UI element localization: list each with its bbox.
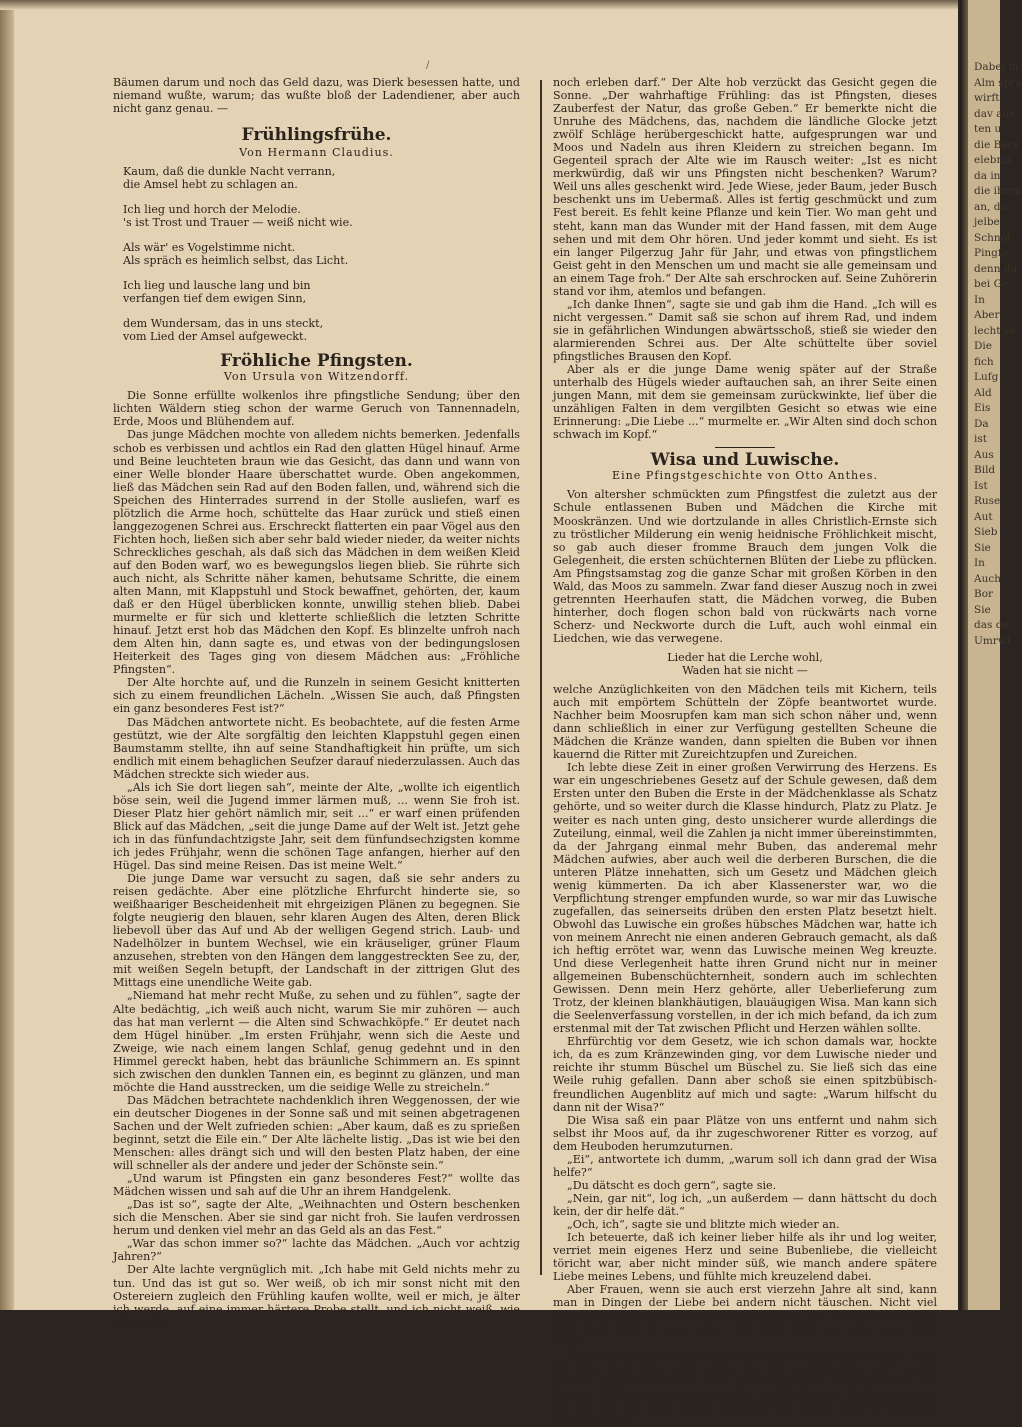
story-title: Wisa und Luwische. bbox=[650, 450, 840, 471]
story-paragraph: Das junge Mädchen mochte von alledem nichts bemerken. Jedenfalls schob es verbissen und achtlos ein Rad den glatten Hügel hinauf. Arme und Beine leuchteten braun wie das Gesicht, das dann und wann von einer Welle blonder Haare überschattet wurde. Oben angekommen, ließ das Mädchen sein Rad auf den Boden fallen, und, während sich die Speichen des Hinterrades surrend in der Stolle ausliefen, warf es plötzlich die Arme hoch, schüttelte das Haar zurück und stieß einen langgezogenen Schrei aus. Erschreckt flatterten ein paar Vögel aus den Fichten hoch, ließen sich aber sehr bald wieder nieder, da weiter nichts Schreckliches geschah, als daß sich das Mädchen in dem weißen Kleid auf den Boden warf, wo es bewegungslos liegen blieb. Sie rührte sich auch nicht, als Schritte näher kamen, behutsame Schritte, die einem alten Mann, mit Klappstuhl und Stock bewaffnet, gehörten, der, kaum daß er den Hügel überblicken konnte, unwillig stehen blieb. Dabei murmelte er für sich und kletterte schließlich die letzten Schritte hinauf. Jetzt erst hob das Mädchen den Kopf. Es blinzelte unfroh nach dem Alten hin, dann sagte es, und etwas von der bedingungslosen Heiterkeit des Tages ging von diesem Mädchen aus: „Fröhliche Pfingsten“. bbox=[113, 428, 520, 677]
adjacent-page-line: bei Ge bbox=[974, 278, 1009, 290]
adjacent-page-line: Umrwi bbox=[974, 634, 1011, 647]
left-column bbox=[113, 76, 520, 1329]
poem-author: Von Hermann Claudius. bbox=[239, 146, 394, 160]
story-paragraph: Der Alte lachte vergnüglich mit. „Ich habe mit Geld nichts mehr zu tun. Und das ist gut so. Wer weiß, ob ich mir sonst nicht mit den Ostereiern zugleich den Frühling kaufen wollte, weil er mich, je älter ich werde, auf eine immer härtere Probe stellt, und ich nicht weiß, wie oft ich ihn bbox=[113, 1263, 520, 1329]
adjacent-page-line: Eis bbox=[974, 402, 991, 414]
poem-title: Frühlingsfrühe. bbox=[241, 125, 392, 146]
adjacent-page-line: Sie bbox=[974, 603, 991, 616]
poem-body bbox=[123, 165, 520, 343]
adjacent-page-line: ist bbox=[974, 433, 987, 445]
adjacent-page-line: wirft bbox=[974, 92, 1000, 104]
adjacent-page-line: Aus bbox=[974, 448, 994, 461]
poem-line: die Amsel hebt zu schlagen an. bbox=[123, 178, 298, 192]
story-paragraph: welche Anzüglichkeiten von den Mädchen teils mit Kichern, teils auch mit empörtem Schütteln der Zöpfe beantwortet wurde. Nachher beim Moosrupfen kam man sich schon näher und, wenn dann schließlich in einer zur Verfügung gestellten Scheune die Mädchen die Kränze wanden, dann spielten die Buben vor ihnen kauernd die Ritter mit Zureichtzupfen und Zureichen. bbox=[553, 683, 937, 762]
story-paragraph: Von altersher schmückten zum Pfingstfest die zuletzt aus der Schule entlassenen Buben und Mädchen die Kirche mit Mooskränzen. Und wie dortzulande in alles Christlich-Ernste sich zu tröstlicher Milderung ein wenig heidnische Fröhlichkeit mischt, so gab auch dieser fromme Brauch dem jungen Volk die Gelegenheit, die ersten schüchternen Blüten der Liebe zu pflücken. Am Pfingstsamstag zog die ganze Schar mit großen Körben in den Wald, das Moos zu sammeln. Zwar fand dieser Auszug noch in zwei getrennten Heerhaufen statt, die Mädchen vorweg, die Buben hinterher, doch flogen schon bald von rückwärts nach vorne Scherz- und Neckworte durch die Luft, auch wohl einmal ein Liedchen, wie das verwegene. bbox=[553, 488, 937, 645]
adjacent-page-line: denn du bbox=[974, 262, 1018, 275]
story-paragraph: „Niemand hat mehr recht Muße, zu sehen und zu fühlen“, sagte der Alte bedächtig, „ich weiß auch nicht, warum Sie mir zuhören — auch das hat man verlernt — die Alten sind Schwachköpfe.“ Er deutet nach dem Hügel hinüber. „Im ersten Frühjahr, wenn sich die Aeste und Zweige, wie nach einem langen Schlaf, genug gedehnt und in den Himmel gereckt haben, hebt das bräunliche Schimmern an. Es spinnt sich zwischen den dunklen Tannen ein, es beginnt zu glänzen, und man möchte die Hand ausstrecken, um die seidige Welle zu streicheln.“ bbox=[113, 989, 520, 1094]
margin-mark: / bbox=[426, 60, 430, 71]
adjacent-page-line: Schnot bbox=[974, 231, 1012, 244]
story-author: Von Ursula von Witzendorff. bbox=[223, 370, 410, 384]
couplet-line: Lieder hat die Lerche wohl, bbox=[667, 650, 823, 664]
page-edge-shadow bbox=[0, 0, 14, 1310]
adjacent-page-line: dav aus bbox=[974, 107, 1015, 120]
column-divider bbox=[540, 80, 542, 1275]
adjacent-page-line: Dabei m bbox=[974, 61, 1019, 73]
story-title: Fröhliche Pfingsten. bbox=[220, 351, 413, 372]
adjacent-page-line: da in bbox=[974, 169, 1001, 182]
poem-line: vom Lied der Amsel aufgeweckt. bbox=[123, 330, 307, 344]
adjacent-page-line: In bbox=[974, 557, 985, 569]
adjacent-page-line: Alm spra bbox=[974, 76, 1022, 89]
poem-stanza bbox=[123, 203, 520, 229]
couplet-line: Waden hat sie nicht — bbox=[682, 664, 808, 678]
poem-line: dem Wundersam, das in uns steckt, bbox=[123, 317, 324, 331]
continuation-paragraph: noch erleben darf.“ Der Alte hob verzückt das Gesicht gegen die Sonne. „Der wahrhaftige Frühling: das ist Pfingsten, dieses Zauberfest der Natur, das große Geben.“ Er bemerkte nicht die Unruhe des Mädchens, das, nachdem die ländliche Glocke jetzt zwölf Schläge herübergeschickt hatte, aufgesprungen war und Moos und Nadeln aus ihren Kleidern zu streichen begann. Im Gegenteil sprach der Alte wie im Rausch weiter: „Ist es nicht merkwürdig, daß wir uns Pfingsten nicht beschenken? Warum? Weil uns alles geschenkt wird. Jede Wiese, jeder Baum, jeder Busch beschenkt uns im Uebermaß. Alles ist fertig geschmückt und zum Fest bereit. Es fehlt keine Pflanze und kein Tier. Wo man geht und steht, kann man das Wunder mit der Hand fassen, mit dem Auge sehen und mit dem Ohr hören. Und jeder kommt und sieht. Es ist ein langer Pilgerzug Jahr für Jahr, und etwas von pfingstlichem Geist geht in den Menschen um und macht sie alle gemeinsam und an einem Tage froh.“ Der Alte sah erschrocken auf. Seine Zuhörerin stand vor ihm, atemlos und befangen. bbox=[553, 76, 937, 298]
adjacent-page-line: Bor bbox=[974, 588, 994, 600]
poem-line: verfangen tief dem ewigen Sinn, bbox=[123, 292, 307, 306]
poem-stanza bbox=[123, 165, 520, 191]
story-paragraph: „Das ist so“, sagte der Alte, „Weihnachten und Ostern beschenken sich die Menschen. Aber sie sind gar nicht froh. Sie laufen verdrossen herum und denken viel mehr an das Geld als an das Fest.“ bbox=[113, 1198, 520, 1238]
story-paragraph: „Als ich Sie dort liegen sah“, meinte der Alte, „wollte ich eigentlich böse sein, weil die Jugend immer lärmen muß, ... wenn Sie froh ist. Dieser Platz hier gehört nämlich mir, seit ...“ er warf einen prüfenden Blick auf das Mädchen, „seit die junge Dame auf der Welt ist. Jetzt gehe ich in das fünfundachtzigste Jahr, seit dem fünfundsechzigsten komme ich jedes Frühjahr, wenn die schönen Tage anfangen, hierher auf den Hügel. Das sind meine Reisen. Das ist meine Welt.“ bbox=[113, 780, 520, 873]
story-paragraph: Das Mädchen betrachtete nachdenklich ihren Weggenossen, der wie ein deutscher Diogenes in der Sonne saß und mit seinen abgetragenen Sachen und der Welt zufrieden schien: „Aber kaum, daß es zu sprießen beginnt, setzt die Eile ein.“ Der Alte lächelte listig. „Das ist wie bei den Menschen: alles drängt sich und will den besten Platz haben, der eine will schneller als der andere und jeder der Schönste sein.“ bbox=[113, 1093, 520, 1173]
adjacent-page-line: Sie bbox=[974, 541, 991, 554]
poem-line: 's ist Trost und Trauer — weiß nicht wie. bbox=[123, 216, 353, 230]
adjacent-page-line: Da bbox=[974, 417, 989, 430]
adjacent-page-line: die ihren bbox=[974, 185, 1022, 197]
adjacent-page-line: Lufg bbox=[974, 371, 999, 383]
adjacent-page-strip bbox=[960, 0, 1022, 1310]
story-paragraph: Die Sonne erfüllte wolkenlos ihre pfingstliche Sendung; über den lichten Wäldern stieg schon der warme Geruch von Tannennadeln, Erde, Moos und Blühendem auf. bbox=[113, 389, 520, 429]
poem-line: Kaum, daß die dunkle Nacht verrann, bbox=[123, 165, 336, 179]
poem-line: Ich lieg und lausche lang und bin bbox=[123, 279, 311, 293]
adjacent-page-line: Ruse bbox=[974, 495, 1001, 507]
story-paragraph: „Und warum ist Pfingsten ein ganz besonderes Fest?“ wollte das Mädchen wissen und sah auf die Uhr an ihrem Handgelenk. bbox=[113, 1172, 520, 1199]
section-rule bbox=[715, 447, 775, 448]
adjacent-page-line: das de bbox=[974, 619, 1009, 631]
poem-stanza bbox=[123, 279, 520, 305]
continuation-paragraph: „Ich danke Ihnen“, sagte sie und gab ihm die Hand. „Ich will es nicht vergessen.“ Damit saß sie schon auf ihrem Rad, und indem sie in gefährlichen Windungen abwärtsschoß, stieß sie wieder den alarmierenden Schrei aus. Der Alte schüttelte über soviel pfingstliches Brausen den Kopf. bbox=[553, 297, 937, 363]
story-paragraph: Ich lebte diese Zeit in einer großen Verwirrung des Herzens. Es war ein ungeschriebenes Gesetz auf der Schule gewesen, daß dem Ersten unter den Buben die Erste in der Mädchenklasse als Schatz gehörte, und so weiter durch die Klasse hindurch, Platz zu Platz. Je weiter es nach unten ging, desto unsicherer wurde allerdings die Zuteilung, einmal, weil die Zahlen ja nicht immer übereinstimmten, da der Jahrgang einmal mehr Buben, das anderemal mehr Mädchen aufwies, aber auch weil die derberen Burschen, die die unteren Plätze innehatten, sich um Gesetz und Mädchen gleich wenig kümmerten. Da ich aber Klassenerster war, wo die Verpflichtung strenger empfunden wurde, so war mir das Luwische zugefallen, das seinerseits drüben den ersten Platz besetzt hielt. Obwohl das Luwische ein großes hübsches Mädchen war, hatte ich von meinem Anrecht nie einen anderen Gebrauch gemacht, als daß ich heftig errötet war, wenn das Luwische meinen Weg kreuzte. Und diese Verlegenheit hatte ihren Grund nicht nur in meiner allgemeinen Bubenschüchternheit, sondern auch im schlechten Gewissen. Denn mein Herz gehörte, aller Ueberlieferung zum Trotz, der kleinen blankhäutigen, blauäugigen Wisa. Man kann sich die Seelenverfassung vorstellen, in der ich mich befand, da ich zum erstenmal mit der Tat zwischen Pflicht und Herzen wählen sollte. bbox=[553, 761, 937, 1036]
adjacent-page-line: Aber bbox=[974, 309, 1000, 321]
story-paragraph: „Ei“, antwortete ich dumm, „warum soll ich dann grad der Wisa helfe?“ bbox=[553, 1152, 937, 1179]
adjacent-page-line: jelbe bbox=[974, 216, 1000, 228]
song-couplet bbox=[553, 651, 937, 677]
adjacent-page-line: an, du bbox=[974, 200, 1008, 213]
adjacent-page-line: Ald bbox=[974, 386, 992, 399]
poem-line: Als spräch es heimlich selbst, das Licht. bbox=[123, 254, 349, 268]
adjacent-page-line: fich bbox=[974, 355, 994, 368]
story-paragraph: „War das schon immer so?“ lachte das Mädchen. „Auch vor achtzig Jahren?“ bbox=[113, 1237, 520, 1264]
adjacent-page-line: elebnis bbox=[974, 154, 1013, 166]
adjacent-page-line: Auch bbox=[974, 572, 1001, 585]
story-paragraph: Ich beteuerte, daß ich keiner lieber hilfe als ihr und log weiter, verriet mein eigenes Herz und seine Bubenliebe, die vielleicht töricht war, aber nicht minder süß, wie manch andere spätere Liebe meines Lebens, und fühlte mich kreuzelend dabei. bbox=[553, 1231, 937, 1284]
story-paragraph: Ehrfürchtig vor dem Gesetz, wie ich schon damals war, hockte ich, da es zum Kränzewinden ging, vor dem Luwische nieder und reichte ihr stumm Büschel um Büschel zu. Sie ließ sich das eine Weile ruhig gefallen. Dann aber schoß sie einen spitzbübisch-freundlichen Augenblitz auf mich und sagte: „Warum hilfscht du dann nit der Wisa?“ bbox=[553, 1035, 937, 1114]
adjacent-page-line: Ist bbox=[974, 479, 988, 492]
adjacent-page-line: Pingfe bbox=[974, 247, 1009, 259]
story-paragraph: Das Mädchen antwortete nicht. Es beobachtete, auf die festen Arme gestützt, wie der Alte sorgfältig den leichten Klappstuhl gegen einen Baumstamm stellte, ihn auf seine Standhaftigkeit hin prüfte, um sich endlich mit einem behaglichen Seufzer darauf niederzulassen. Auch das Mädchen streckte sich wieder aus. bbox=[113, 715, 520, 781]
adjacent-page-line: Sieb bbox=[974, 526, 998, 538]
continuation-paragraph: Aber als er die junge Dame wenig später auf der Straße unterhalb des Hügels wieder auftauchen sah, an ihrer Seite einen jungen Mann, mit dem sie gemeinsam zurückwinkte, lief über die unzähligen Falten in dem vergilbten Gesicht so etwas wie eine Erinnerung: „Die Liebe ...“ murmelte er. „Wir Alten sind doch schon schwach im Kopf.“ bbox=[553, 363, 937, 442]
adjacent-page-line: lecht ve bbox=[974, 324, 1016, 337]
intro-paragraph: Bäumen darum und noch das Geld dazu, was Dierk besessen hatte, und niemand wußte, warum; das wußte bloß der Ladendiener, aber auch nicht ganz genau. — bbox=[113, 76, 520, 116]
story-paragraph: „Och, ich“, sagte sie und blitzte mich wieder an. bbox=[567, 1217, 840, 1231]
poem-line: Ich lieg und horch der Melodie. bbox=[123, 203, 301, 217]
story-paragraph: „Nein, gar nit“, log ich, „un außerdem — dann hättscht du doch kein, der dir helfe dät.“ bbox=[553, 1191, 937, 1218]
page-fold-shadow bbox=[960, 0, 968, 1310]
adjacent-page-line: Die bbox=[974, 340, 992, 352]
adjacent-page-line: ten u bbox=[974, 123, 1002, 135]
adjacent-page-line: die Berk bbox=[974, 138, 1019, 151]
poem-line: Als wär' es Vogelstimme nicht. bbox=[123, 241, 296, 255]
adjacent-page-text bbox=[974, 60, 1022, 649]
adjacent-page-line: In bbox=[974, 293, 985, 306]
poem-stanza bbox=[123, 317, 520, 343]
story-paragraph: Aber Frauen, wenn sie auch erst vierzehn Jahre alt sind, kann man in Dingen der Liebe bei andern nicht täuschen. Nicht viel später rief das Luwische zur Wisa hinüber: „Ei, Wisa! Du kannscht dich doch hier zu uns setze. Der Otto hilft uns alle zwei. Gell, Otto?“ bbox=[553, 1283, 937, 1349]
adjacent-page-line: Bild bbox=[974, 464, 996, 476]
story-paragraph: Die Wisa saß ein paar Plätze von uns entfernt und nahm sich selbst ihr Moos auf, da ihr zugeschworener Ritter es vorzog, auf dem Heuboden herumzuturnen. bbox=[553, 1113, 937, 1153]
right-column bbox=[553, 76, 937, 1427]
story-author: Eine Pfingstgeschichte von Otto Anthes. bbox=[612, 469, 878, 483]
story-paragraph: Der Alte horchte auf, und die Runzeln in seinem Gesicht knitterten sich zu einem freundlichen Lächeln. „Wissen Sie auch, daß Pfingsten ein ganz besonderes Fest ist?“ bbox=[113, 676, 520, 716]
adjacent-page-line: Aut bbox=[974, 510, 993, 523]
story-paragraph: Die junge Dame war versucht zu sagen, daß sie sehr anders zu reisen gedächte. Aber eine plötzliche Ehrfurcht hinderte sie, so weißhaariger Bescheidenheit mit ehrgeizigen Plänen zu begegnen. Sie folgte neugierig den blauen, sehr klaren Augen des Alten, deren Blick liebevoll über das Auf und Ab der welligen Gegend strich. Laub- und Nadelhölzer in buntem Wechsel, wie ein kräuseliger, grüner Flaum anzusehen, strebten von den Hängen dem langgestreckten See zu, der, mit weißen Segeln betupft, der Landschaft in der zittrigen Glut des Mittags eine unendliche Weite gab. bbox=[113, 872, 520, 990]
poem-stanza bbox=[123, 241, 520, 267]
page-top-shadow bbox=[0, 0, 958, 10]
story-paragraph: „Du dätscht es doch gern“, sagte sie. bbox=[567, 1178, 777, 1192]
story-paragraph: Ich bekam einen furchtbaren Schreck und sagte gar nichts, aber die Wisa focht dies nicht weiter an. „Ei, warum denn net?“ lachte sie laut, rückte mit ihrem Korb zu uns herüber, und nun saßen die beiden Göttinnen in schwatzender und lachender Hoheit vor mir, der ich saß vor ihnen kniete und bald der einen, bald der anderen zur Hand war. bbox=[553, 1348, 937, 1427]
